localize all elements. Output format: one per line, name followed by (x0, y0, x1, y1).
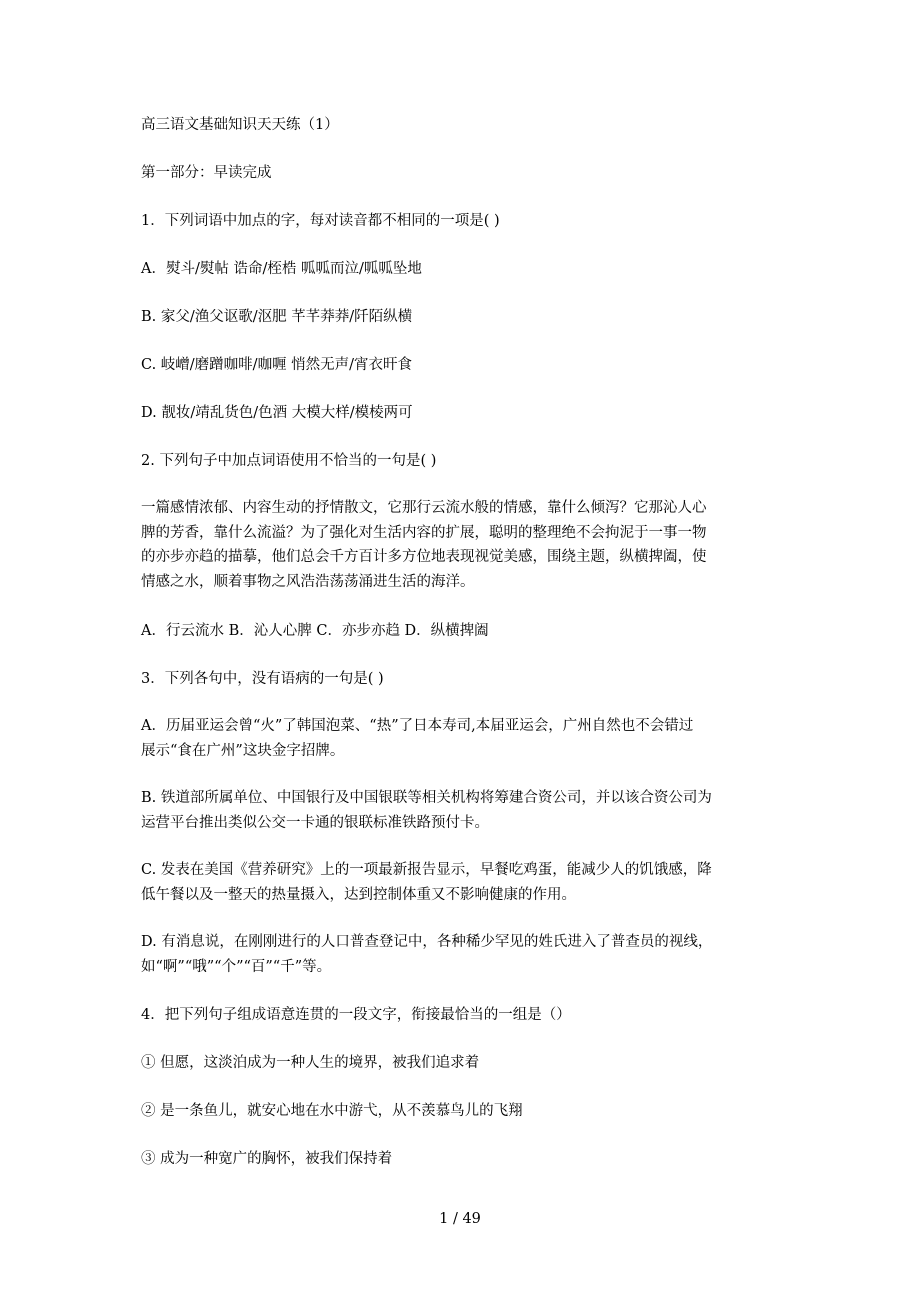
option-line: A．历届亚运会曾“火”了韩国泡菜、“热”了日本寿司,本届亚运会，广州自然也不会错过 (141, 718, 694, 734)
option-line: 展示“食在广州”这块金字招牌。 (141, 742, 345, 759)
option-line: B. 铁道部所属单位、中国银行及中国银联等相关机构将筹建合资公司，并以该合资公司为 (141, 790, 712, 806)
question-4-sentence-2: ② 是一条鱼儿，就安心地在水中游弋，从不羡慕鸟儿的飞翔 (141, 1103, 523, 1119)
option-line: 运营平台推出类似公交一卡通的银联标准铁路预付卡。 (141, 814, 489, 831)
question-3-option-a (141, 714, 786, 763)
passage-line: 情感之水，顺着事物之风浩浩荡荡涌进生活的海洋。 (141, 573, 475, 590)
question-4-sentence-3: ③ 成为一种宽广的胸怀，被我们保持着 (141, 1151, 393, 1167)
question-3-option-b (141, 786, 786, 835)
question-2-options: A．行云流水 B．沁人心脾 C．亦步亦趋 D．纵横捭阖 (141, 623, 489, 639)
question-4-stem: 4．把下列句子组成语意连贯的一段文字，衔接最恰当的一组是（） (141, 1007, 571, 1023)
page-number: 1 / 49 (439, 1211, 481, 1227)
passage-line: 一篇感情浓郁、内容生动的抒情散文，它那行云流水般的情感，靠什么倾泻？它那沁人心 (141, 500, 707, 516)
passage-line: 脾的芳香，靠什么流溢？为了强化对生活内容的扩展，聪明的整理绝不会拘泥于一事一物 (141, 524, 707, 541)
question-2-passage (141, 496, 786, 594)
question-1-option-c: C. 岐嶒/磨蹭咖啡/咖喱 悄然无声/宵衣旰食 (141, 357, 413, 373)
question-4-sentence-1: ① 但愿，这淡泊成为一种人生的境界，被我们追求着 (141, 1055, 480, 1071)
passage-line: 的亦步亦趋的描摹，他们总会千方百计多方位地表现视觉美感，围绕主题，纵横捭阖，使 (141, 549, 707, 565)
option-line: 低午餐以及一整天的热量摄入，达到控制体重又不影响健康的作用。 (141, 886, 576, 903)
question-1-option-a: A．熨斗/熨帖 诰命/桎梏 呱呱而泣/呱呱坠地 (141, 261, 422, 277)
option-line: 如“啊”“哦”“个”“百”“千”等。 (141, 958, 332, 975)
question-3-stem: 3．下列各句中，没有语病的一句是( ) (141, 671, 384, 687)
question-1-option-d: D. 靓妆/靖乱货色/色酒 大模大样/模棱两可 (141, 405, 413, 421)
question-2-stem: 2. 下列句子中加点词语使用不恰当的一句是( ) (141, 453, 437, 469)
section-heading: 第一部分：早读完成 (141, 165, 272, 181)
question-3-option-d (141, 930, 786, 979)
question-3-option-c (141, 858, 786, 907)
option-line: C. 发表在美国《营养研究》上的一项最新报告显示，早餐吃鸡蛋，能减少人的饥饿感，降 (141, 862, 712, 878)
question-1-stem: 1．下列词语中加点的字，每对读音都不相同的一项是( ) (141, 213, 500, 229)
question-1-option-b: B. 家父/渔父讴歌/沤肥 芊芊莽莽/阡陌纵横 (141, 309, 413, 325)
document-title: 高三语文基础知识天天练（1） (141, 117, 339, 133)
option-line: D. 有消息说，在刚刚进行的人口普查登记中，各种稀少罕见的姓氏进入了普查员的视线， (141, 934, 713, 950)
